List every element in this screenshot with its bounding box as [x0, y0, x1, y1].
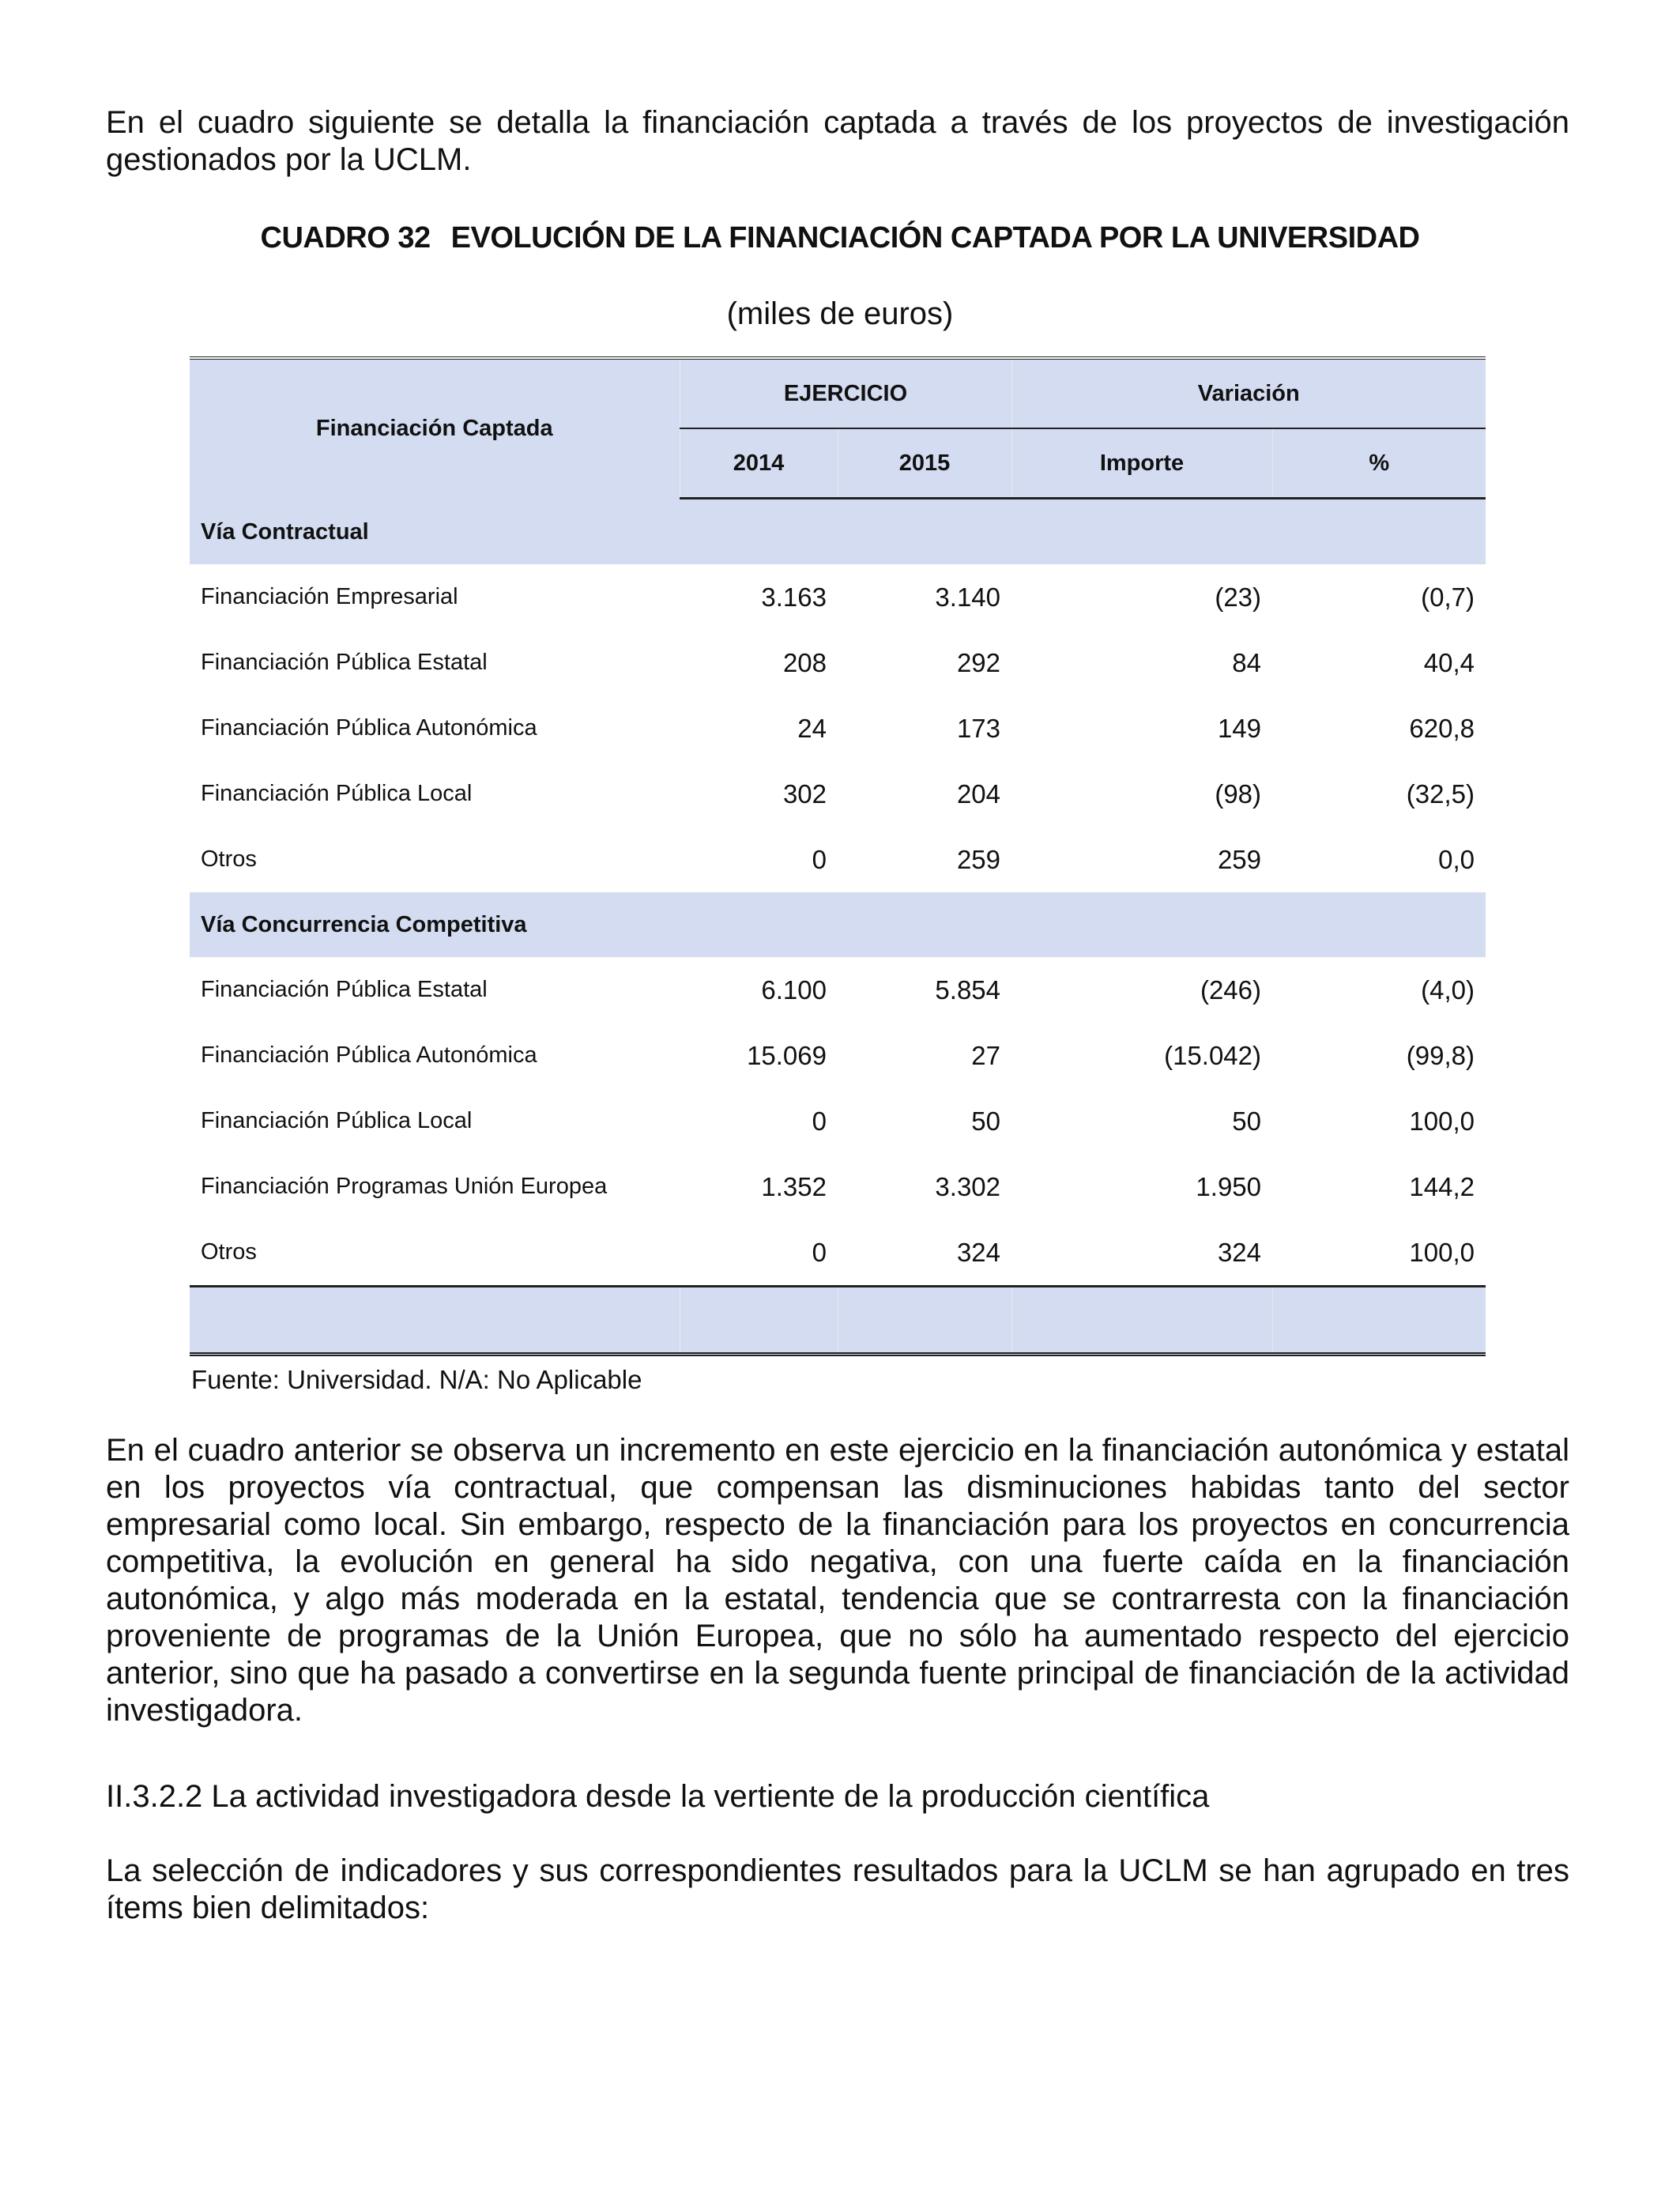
table-row — [190, 1154, 1486, 1220]
row-label: Financiación Pública Autonómica — [201, 1042, 537, 1068]
cell-2014: 0 — [812, 844, 827, 874]
cell-2015: 204 — [956, 778, 1001, 809]
cell-2014: 0 — [812, 1237, 827, 1267]
cell-importe: 84 — [1232, 647, 1262, 677]
cell-2015: 3.140 — [935, 582, 1001, 612]
cell-percent: (4,0) — [1421, 974, 1475, 1005]
cell-2015: 292 — [956, 647, 1001, 677]
header-2015: 2015 — [838, 428, 1011, 499]
cell-2014: 15.069 — [747, 1040, 827, 1070]
header-variacion: Variación — [1011, 360, 1486, 428]
cell-2014: 1.352 — [761, 1171, 827, 1201]
table-row — [190, 827, 1486, 892]
table-row — [190, 1023, 1486, 1088]
cell-2015: 27 — [971, 1040, 1001, 1070]
cell-percent: (99,8) — [1406, 1040, 1475, 1070]
cell-importe: 50 — [1232, 1106, 1262, 1136]
cell-percent: 620,8 — [1409, 713, 1475, 743]
table-row — [190, 1088, 1486, 1154]
cell-2014: 0 — [812, 1106, 827, 1136]
cell-2014: 6.100 — [761, 974, 827, 1005]
table-caption — [0, 220, 1680, 256]
cell-importe: (23) — [1215, 582, 1262, 612]
cell-2014: 3.163 — [761, 582, 827, 612]
table-row — [190, 630, 1486, 696]
row-label: Financiación Programas Unión Europea — [201, 1174, 608, 1199]
section-title: Vía Contractual — [190, 499, 1486, 565]
cell-importe: (246) — [1200, 974, 1262, 1005]
table-row — [190, 564, 1486, 630]
cell-percent: 100,0 — [1409, 1106, 1475, 1136]
row-label: Financiación Pública Estatal — [201, 977, 488, 1002]
financing-table — [190, 356, 1486, 1356]
header-row-label: Financiación Captada — [190, 360, 680, 499]
row-label: Financiación Empresarial — [201, 584, 458, 609]
row-label: Otros — [201, 1239, 257, 1265]
row-label: Financiación Pública Autonómica — [201, 715, 537, 741]
cell-2014: 24 — [797, 713, 827, 743]
caption-title: EVOLUCIÓN DE LA FINANCIACIÓN CAPTADA POR LA UNIVERSIDAD — [450, 221, 1420, 254]
cell-percent: 144,2 — [1409, 1171, 1475, 1201]
header-importe: Importe — [1011, 428, 1272, 499]
indicators-paragraph: La selección de indicadores y sus correspondientes resultados para la UCLM se han agrupado en tres ítems bien delimitados: — [106, 1853, 1569, 1925]
table-footer-row — [190, 1287, 1486, 1355]
cell-2015: 5.854 — [935, 974, 1001, 1005]
cell-2015: 50 — [971, 1106, 1001, 1136]
analysis-paragraph: En el cuadro anterior se observa un incremento en este ejercicio en la financiación autonómica y estatal en los proyectos vía contractual, que compensan las disminuciones habidas tanto del sector empresarial como local. Sin embargo, respecto de la financiación para los proyectos en concurrencia competitiva, la evolución en general ha sido negativa, con una fuerte caída en la financiación autonómica, y algo más moderada en la estatal, tendencia que se contrarresta con la financiación proveniente de programas de la Unión Europea, que no sólo ha aumentado respecto del ejercicio anterior, sino que ha pasado a convertirse en la segunda fuente principal de financiación de la actividad investigadora. — [106, 1433, 1569, 1728]
section-row — [190, 499, 1486, 565]
section-title: Vía Concurrencia Competitiva — [190, 892, 1486, 957]
header-ejercicio: EJERCICIO — [680, 360, 1011, 428]
cell-2015: 259 — [956, 844, 1001, 874]
cell-percent: 100,0 — [1409, 1237, 1475, 1267]
cell-2014: 208 — [782, 647, 827, 677]
cell-importe: 1.950 — [1196, 1171, 1262, 1201]
cell-2015: 3.302 — [935, 1171, 1001, 1201]
table-source-note: Fuente: Universidad. N/A: No Aplicable — [191, 1365, 642, 1394]
cell-importe: 324 — [1217, 1237, 1262, 1267]
header-2014: 2014 — [680, 428, 838, 499]
cell-2014: 302 — [782, 778, 827, 809]
cell-2015: 324 — [956, 1237, 1001, 1267]
header-percent: % — [1272, 428, 1486, 499]
section-row — [190, 892, 1486, 957]
table-row — [190, 761, 1486, 827]
cell-percent: (0,7) — [1421, 582, 1475, 612]
cell-percent: 0,0 — [1438, 844, 1475, 874]
caption-number: CUADRO 32 — [260, 221, 431, 254]
table-row — [190, 696, 1486, 761]
cell-2015: 173 — [956, 713, 1001, 743]
row-label: Financiación Pública Local — [201, 1108, 473, 1133]
cell-importe: (15.042) — [1164, 1040, 1262, 1070]
section-heading: II.3.2.2 La actividad investigadora desde la vertiente de la producción científica — [106, 1779, 1210, 1814]
caption-subtitle: (miles de euros) — [726, 296, 954, 331]
cell-importe: (98) — [1215, 778, 1262, 809]
row-label: Otros — [201, 846, 257, 872]
table-row — [190, 957, 1486, 1023]
cell-percent: 40,4 — [1423, 647, 1475, 677]
table-row — [190, 1220, 1486, 1287]
row-label: Financiación Pública Local — [201, 781, 473, 806]
cell-importe: 149 — [1217, 713, 1262, 743]
row-label: Financiación Pública Estatal — [201, 650, 488, 675]
intro-paragraph: En el cuadro siguiente se detalla la financiación captada a través de los proyectos de investigación gestionados por la UCLM. — [106, 105, 1569, 177]
cell-importe: 259 — [1217, 844, 1262, 874]
cell-percent: (32,5) — [1406, 778, 1475, 809]
